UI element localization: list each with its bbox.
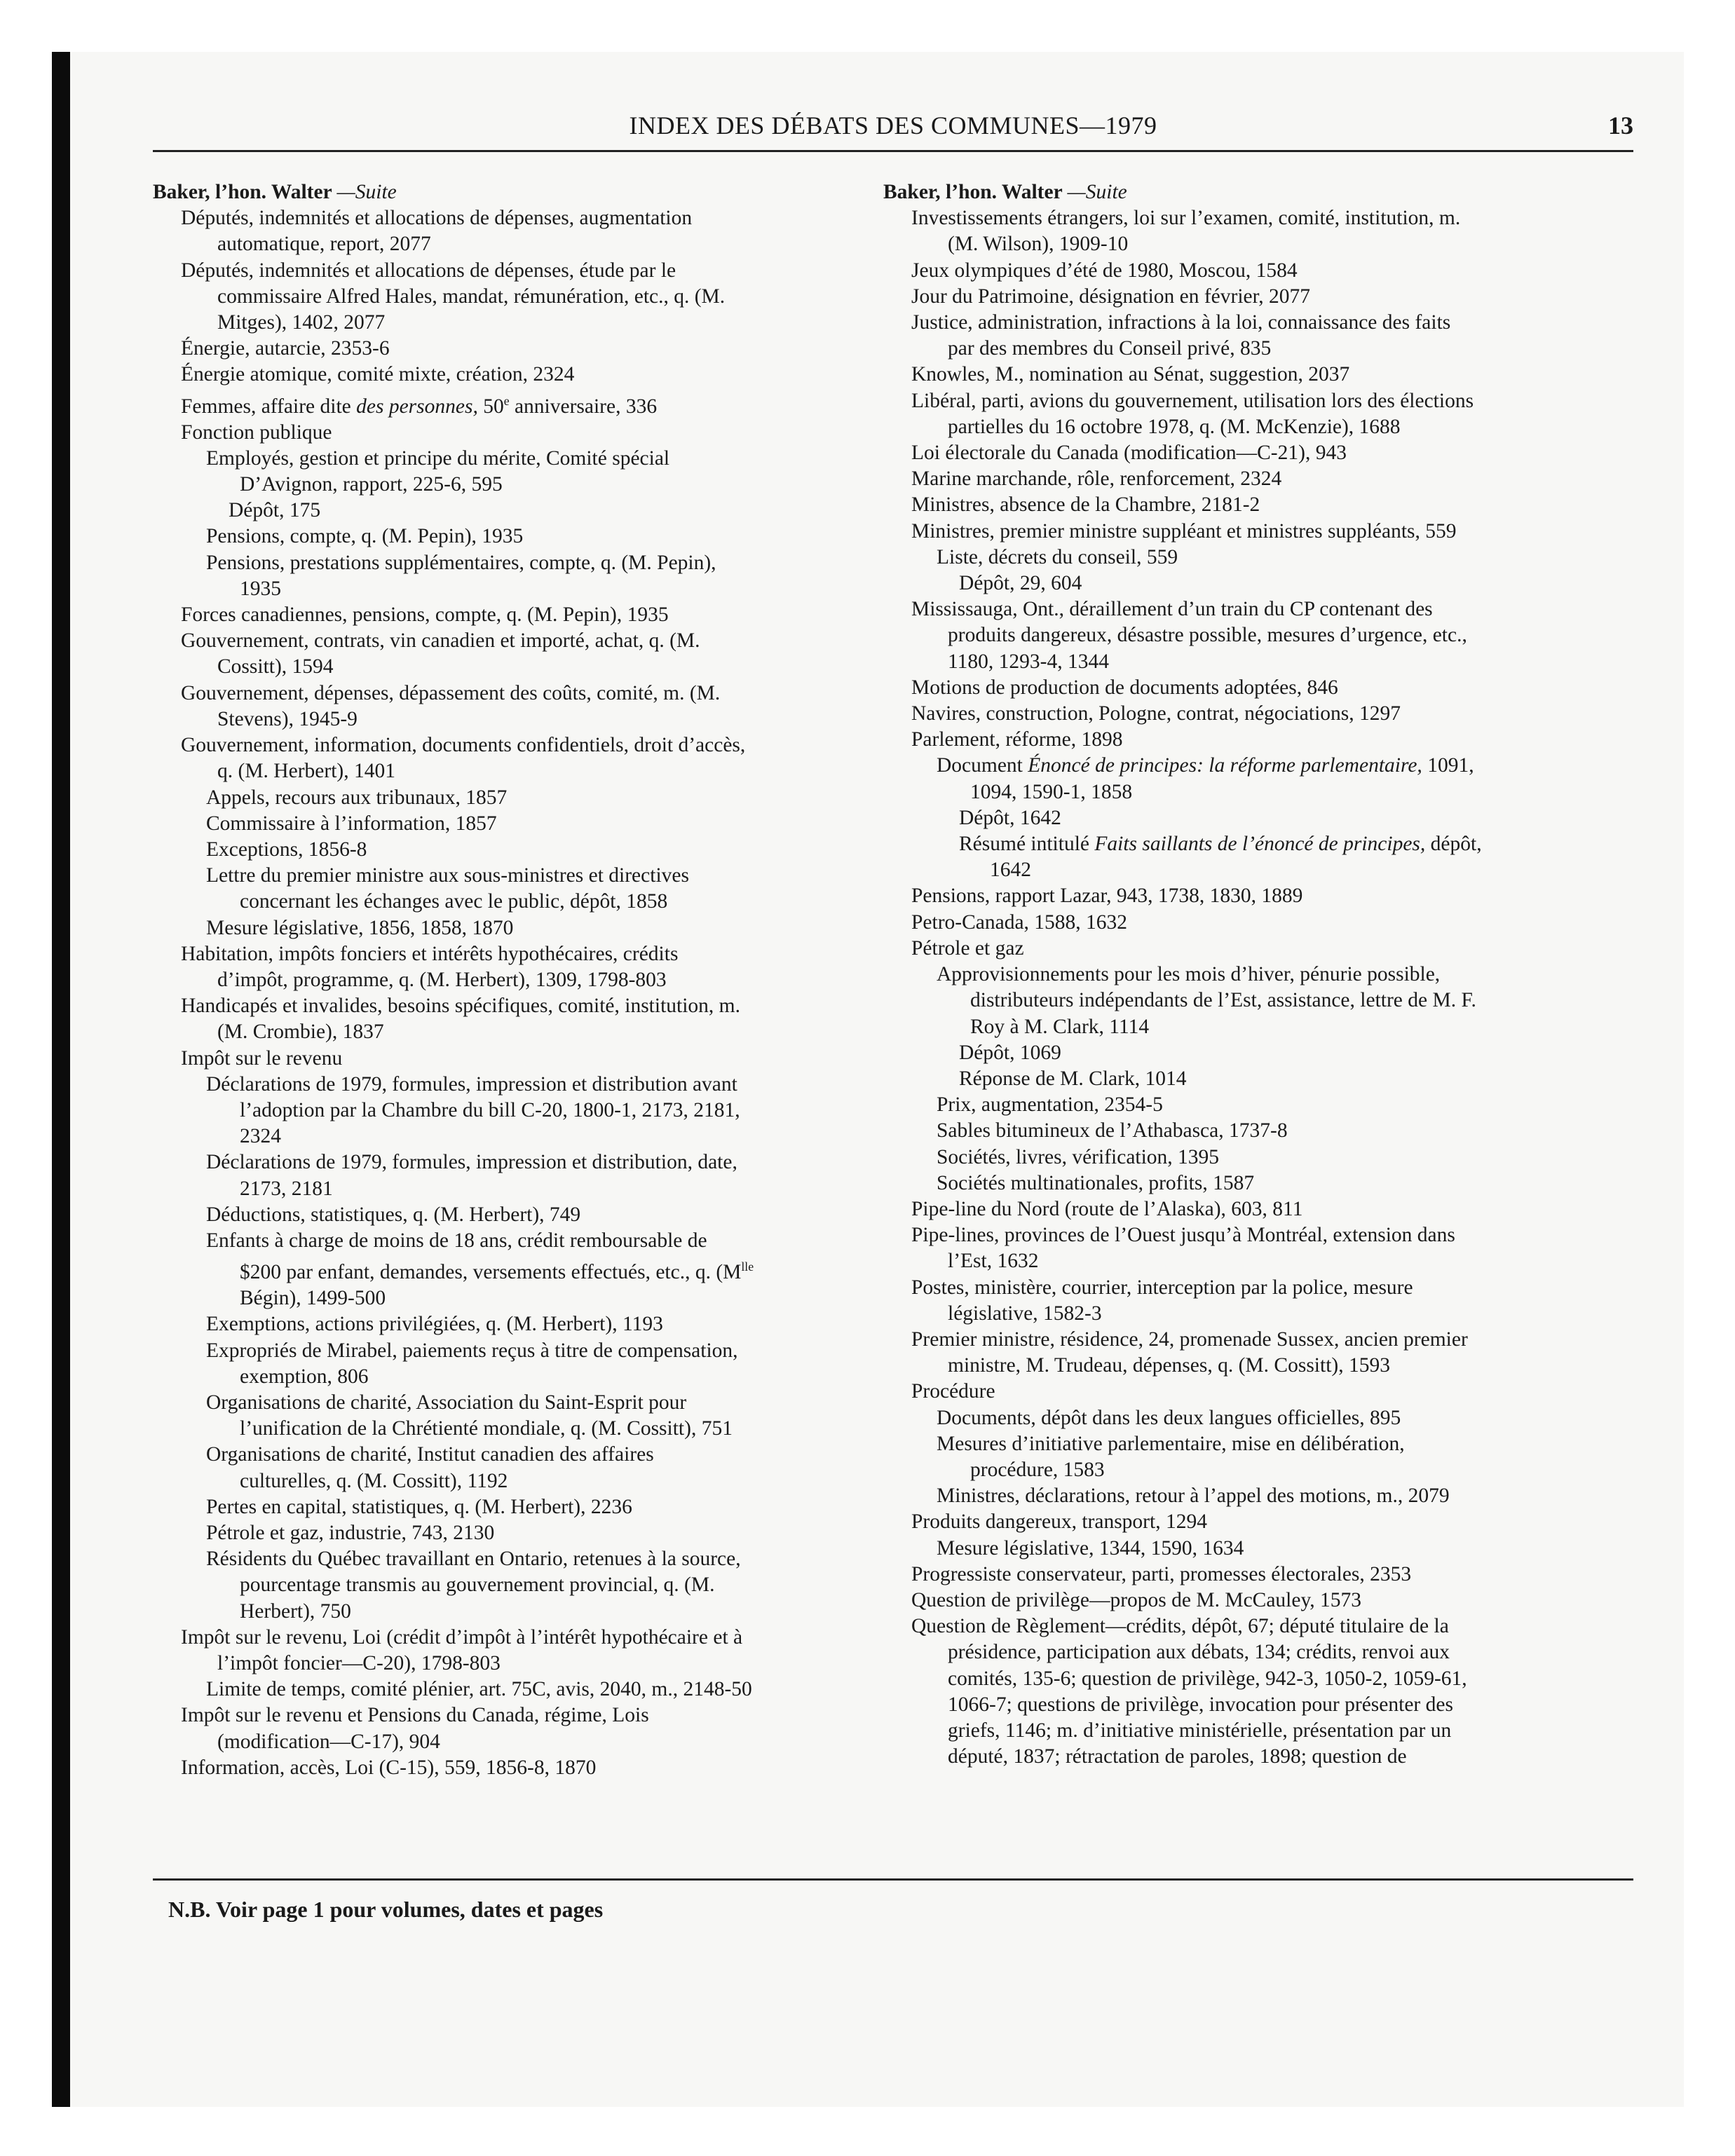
index-line: présidence, participation aux débats, 134; crédits, renvoi aux [948, 1641, 1450, 1664]
index-line: l’Est, 1632 [948, 1250, 1039, 1273]
index-line: Pipe-lines, provinces de l’Ouest jusqu’à Montréal, extension dans [911, 1224, 1455, 1247]
header-rule [153, 150, 1633, 152]
binding-edge [52, 52, 70, 2107]
index-line: Forces canadiennes, pensions, compte, q. (M. Pepin), 1935 [181, 603, 669, 627]
index-line: Produits dangereux, transport, 1294 [911, 1510, 1207, 1534]
right-entries [883, 205, 1637, 1770]
index-line: Femmes, affaire dite des personnes, 50e anniversaire, 336 [181, 393, 658, 418]
index-line: Impôt sur le revenu, Loi (crédit d’impôt à l’intérêt hypothécaire et à [181, 1625, 743, 1649]
index-line: D’Avignon, rapport, 225-6, 595 [240, 473, 503, 496]
index-line: Organisations de charité, Institut canadien des affaires [206, 1443, 654, 1466]
index-line: Document Énoncé de principes: la réforme parlementaire, 1091, [937, 754, 1474, 777]
index-line: Pipe-line du Nord (route de l’Alaska), 603, 811 [911, 1197, 1303, 1220]
index-line: culturelles, q. (M. Cossitt), 1192 [240, 1469, 508, 1492]
index-line: Documents, dépôt dans les deux langues officielles, 895 [937, 1406, 1401, 1429]
index-line: Lettre du premier ministre aux sous-ministres et directives [206, 864, 689, 887]
index-line: Premier ministre, résidence, 24, promenade Sussex, ancien premier [911, 1328, 1468, 1351]
index-line: Jeux olympiques d’été de 1980, Moscou, 1584 [911, 259, 1298, 282]
index-line: pourcentage transmis au gouvernement provincial, q. (M. [240, 1574, 715, 1597]
index-line: Sociétés multinationales, profits, 1587 [937, 1171, 1255, 1194]
index-line: par des membres du Conseil privé, 835 [948, 337, 1272, 360]
index-line: législative, 1582-3 [948, 1302, 1102, 1325]
index-line: Procédure [911, 1380, 995, 1403]
index-line: Jour du Patrimoine, désignation en février, 2077 [911, 285, 1311, 308]
index-line: automatique, report, 2077 [217, 233, 431, 256]
index-line: 2173, 2181 [240, 1177, 333, 1200]
index-line: Impôt sur le revenu [181, 1046, 343, 1070]
index-line: Employés, gestion et principe du mérite, Comité spécial [206, 446, 670, 470]
index-line: Pensions, compte, q. (M. Pepin), 1935 [206, 525, 524, 548]
index-line: produits dangereux, désastre possible, mesures d’urgence, etc., [948, 624, 1467, 647]
index-line: Mitges), 1402, 2077 [217, 311, 386, 334]
index-line: 2324 [240, 1125, 281, 1148]
footer-note: N.B. Voir page 1 pour volumes, dates et pages [168, 1897, 604, 1922]
index-line: Exceptions, 1856-8 [206, 838, 367, 861]
index-line: Parlement, réforme, 1898 [911, 728, 1123, 751]
index-line: Ministres, déclarations, retour à l’appel des motions, m., 2079 [937, 1485, 1450, 1508]
left-entries [153, 205, 889, 1781]
index-line: Résumé intitulé Faits saillants de l’énoncé de principes, dépôt, [959, 833, 1482, 856]
index-line: l’unification de la Chrétienté mondiale, q. (M. Cossitt), 751 [240, 1417, 733, 1440]
index-line: Pensions, prestations supplémentaires, compte, q. (M. Pepin), [206, 551, 716, 574]
page-header [153, 105, 1633, 150]
entry-heading [153, 179, 889, 205]
index-line: Postes, ministère, courrier, interception par la police, mesure [911, 1276, 1413, 1299]
index-line: 1642 [990, 859, 1031, 882]
index-line: Mesure législative, 1344, 1590, 1634 [937, 1536, 1244, 1560]
index-line: Stevens), 1945-9 [217, 707, 358, 730]
index-line: Mississauga, Ont., déraillement d’un train du CP contenant des [911, 598, 1433, 621]
index-line: 1066-7; questions de privilège, invocation pour présenter des [948, 1693, 1453, 1716]
right-column [883, 179, 1637, 1770]
index-line: distributeurs indépendants de l’Est, assistance, lettre de M. F. [970, 989, 1476, 1012]
index-line: Dépôt, 1642 [959, 806, 1061, 829]
index-line: procédure, 1583 [970, 1458, 1105, 1481]
index-line: l’adoption par la Chambre du bill C-20, 1800-1, 2173, 2181, [240, 1098, 740, 1121]
index-line: ministre, M. Trudeau, dépenses, q. (M. Cossitt), 1593 [948, 1354, 1390, 1377]
index-line: Sociétés, livres, vérification, 1395 [937, 1145, 1220, 1168]
index-line: Enfants à charge de moins de 18 ans, crédit remboursable de [206, 1229, 707, 1252]
index-line: Commissaire à l’information, 1857 [206, 812, 497, 835]
index-line: Ministres, absence de la Chambre, 2181-2 [911, 493, 1260, 517]
index-line: Marine marchande, rôle, renforcement, 2324 [911, 468, 1282, 491]
heading-name: Baker, l’hon. Walter [153, 181, 332, 203]
index-line: Ministres, premier ministre suppléant et ministres suppléants, 559 [911, 519, 1457, 543]
index-line: Déclarations de 1979, formules, impression et distribution avant [206, 1072, 737, 1096]
index-line: Herbert), 750 [240, 1599, 351, 1623]
index-line: Dépôt, 175 [229, 499, 321, 522]
index-line: Cossitt), 1594 [217, 655, 334, 678]
index-line: (modification—C-17), 904 [217, 1730, 440, 1753]
index-line: Expropriés de Mirabel, paiements reçus à titre de compensation, [206, 1339, 738, 1362]
index-line: Approvisionnements pour les mois d’hiver, pénurie possible, [937, 963, 1441, 986]
index-line: (M. Crombie), 1837 [217, 1021, 384, 1044]
index-line: 1094, 1590-1, 1858 [970, 780, 1133, 803]
index-line: Roy à M. Clark, 1114 [970, 1015, 1150, 1038]
index-line: Liste, décrets du conseil, 559 [937, 545, 1178, 568]
page-title: INDEX DES DÉBATS DES COMMUNES—1979 [629, 111, 1157, 139]
index-line: Énergie, autarcie, 2353-6 [181, 337, 390, 360]
index-line: $200 par enfant, demandes, versements effectués, etc., q. ($M^{lle}$ [240, 1260, 754, 1283]
entry-heading [883, 179, 1637, 205]
index-line: Dépôt, 29, 604 [959, 572, 1082, 595]
footer-rule [153, 1878, 1633, 1881]
index-line: 1180, 1293-4, 1344 [948, 650, 1109, 673]
index-line: q. (M. Herbert), 1401 [217, 760, 395, 783]
left-column [153, 179, 889, 1781]
index-line: député, 1837; rétractation de paroles, 1898; question de [948, 1745, 1407, 1768]
index-line: Pétrole et gaz, industrie, 743, 2130 [206, 1522, 495, 1545]
index-line: partielles du 16 octobre 1978, q. (M. McKenzie), 1688 [948, 415, 1401, 438]
heading-name: Baker, l’hon. Walter [883, 181, 1063, 203]
index-line: Prix, augmentation, 2354-5 [937, 1093, 1163, 1117]
index-line: Députés, indemnités et allocations de dépenses, étude par le [181, 259, 676, 282]
index-line: comités, 135-6; question de privilège, 942-3, 1050-2, 1059-61, [948, 1667, 1467, 1690]
index-line: Navires, construction, Pologne, contrat, négociations, 1297 [911, 702, 1401, 725]
index-line: Réponse de M. Clark, 1014 [959, 1067, 1187, 1090]
index-line: commissaire Alfred Hales, mandat, rémunération, etc., q. (M. [217, 285, 726, 308]
index-line: Loi électorale du Canada (modification—C-21), 943 [911, 442, 1347, 465]
index-line: Appels, recours aux tribunaux, 1857 [206, 786, 508, 809]
index-line: Mesures d’initiative parlementaire, mise en délibération, [937, 1432, 1405, 1455]
index-line: Progressiste conservateur, parti, promesses électorales, 2353 [911, 1562, 1412, 1585]
index-line: 1935 [240, 577, 281, 600]
index-line: d’impôt, programme, q. (M. Herbert), 1309, 1798-803 [217, 968, 667, 991]
index-line: Investissements étrangers, loi sur l’examen, comité, institution, m. [911, 207, 1461, 230]
page-number: 13 [1608, 111, 1633, 139]
index-line: Gouvernement, information, documents confidentiels, droit d’accès, [181, 734, 746, 757]
index-line: Gouvernement, dépenses, dépassement des coûts, comité, m. (M. [181, 681, 721, 704]
index-line: l’impôt foncier—C-20), 1798-803 [217, 1652, 501, 1675]
index-line: Fonction publique [181, 421, 332, 444]
index-line: Pétrole et gaz [911, 936, 1024, 960]
index-line: exemption, 806 [240, 1365, 369, 1388]
index-line: Pensions, rapport Lazar, 943, 1738, 1830, 1889 [911, 885, 1303, 908]
index-line: (M. Wilson), 1909-10 [948, 233, 1129, 256]
index-line: Gouvernement, contrats, vin canadien et importé, achat, q. (M. [181, 629, 700, 653]
index-line: Exemptions, actions privilégiées, q. (M. Herbert), 1193 [206, 1313, 663, 1336]
index-line: Sables bitumineux de l’Athabasca, 1737-8 [937, 1119, 1288, 1142]
index-line: concernant les échanges avec le public, dépôt, 1858 [240, 890, 668, 913]
index-line: Déductions, statistiques, q. (M. Herbert), 749 [206, 1203, 581, 1226]
index-line: Mesure législative, 1856, 1858, 1870 [206, 916, 514, 939]
index-line: Knowles, M., nomination au Sénat, suggestion, 2037 [911, 363, 1350, 386]
index-line: Bégin), 1499-500 [240, 1287, 386, 1310]
index-line: Handicapés et invalides, besoins spécifiques, comité, institution, m. [181, 995, 740, 1018]
index-line: Limite de temps, comité plénier, art. 75C, avis, 2040, m., 2148-50 [206, 1678, 752, 1701]
index-line: Impôt sur le revenu et Pensions du Canada, régime, Lois [181, 1704, 649, 1727]
heading-suite: —Suite [336, 181, 397, 203]
index-line: Organisations de charité, Association du Saint-Esprit pour [206, 1391, 687, 1414]
index-line: Déclarations de 1979, formules, impression et distribution, date, [206, 1151, 737, 1174]
index-line: Motions de production de documents adoptées, 846 [911, 676, 1338, 699]
index-line: Information, accès, Loi (C-15), 559, 1856-8, 1870 [181, 1756, 597, 1779]
heading-suite: —Suite [1067, 181, 1127, 203]
index-line: Députés, indemnités et allocations de dépenses, augmentation [181, 207, 693, 230]
index-line: griefs, 1146; m. d’initiative ministérielle, présentation par un [948, 1719, 1452, 1742]
index-line: Pertes en capital, statistiques, q. (M. Herbert), 2236 [206, 1495, 632, 1518]
index-line: Petro-Canada, 1588, 1632 [911, 910, 1128, 934]
index-line: Énergie atomique, comité mixte, création, 2324 [181, 363, 575, 386]
index-line: Habitation, impôts fonciers et intérêts hypothécaires, crédits [181, 942, 679, 965]
index-line: Question de Règlement—crédits, dépôt, 67; député titulaire de la [911, 1615, 1449, 1638]
index-line: Question de privilège—propos de M. McCauley, 1573 [911, 1588, 1362, 1611]
index-line: Dépôt, 1069 [959, 1041, 1061, 1064]
index-line: Libéral, parti, avions du gouvernement, utilisation lors des élections [911, 389, 1474, 412]
index-line: Résidents du Québec travaillant en Ontario, retenues à la source, [206, 1548, 741, 1571]
index-line: Justice, administration, infractions à la loi, connaissance des faits [911, 311, 1451, 334]
